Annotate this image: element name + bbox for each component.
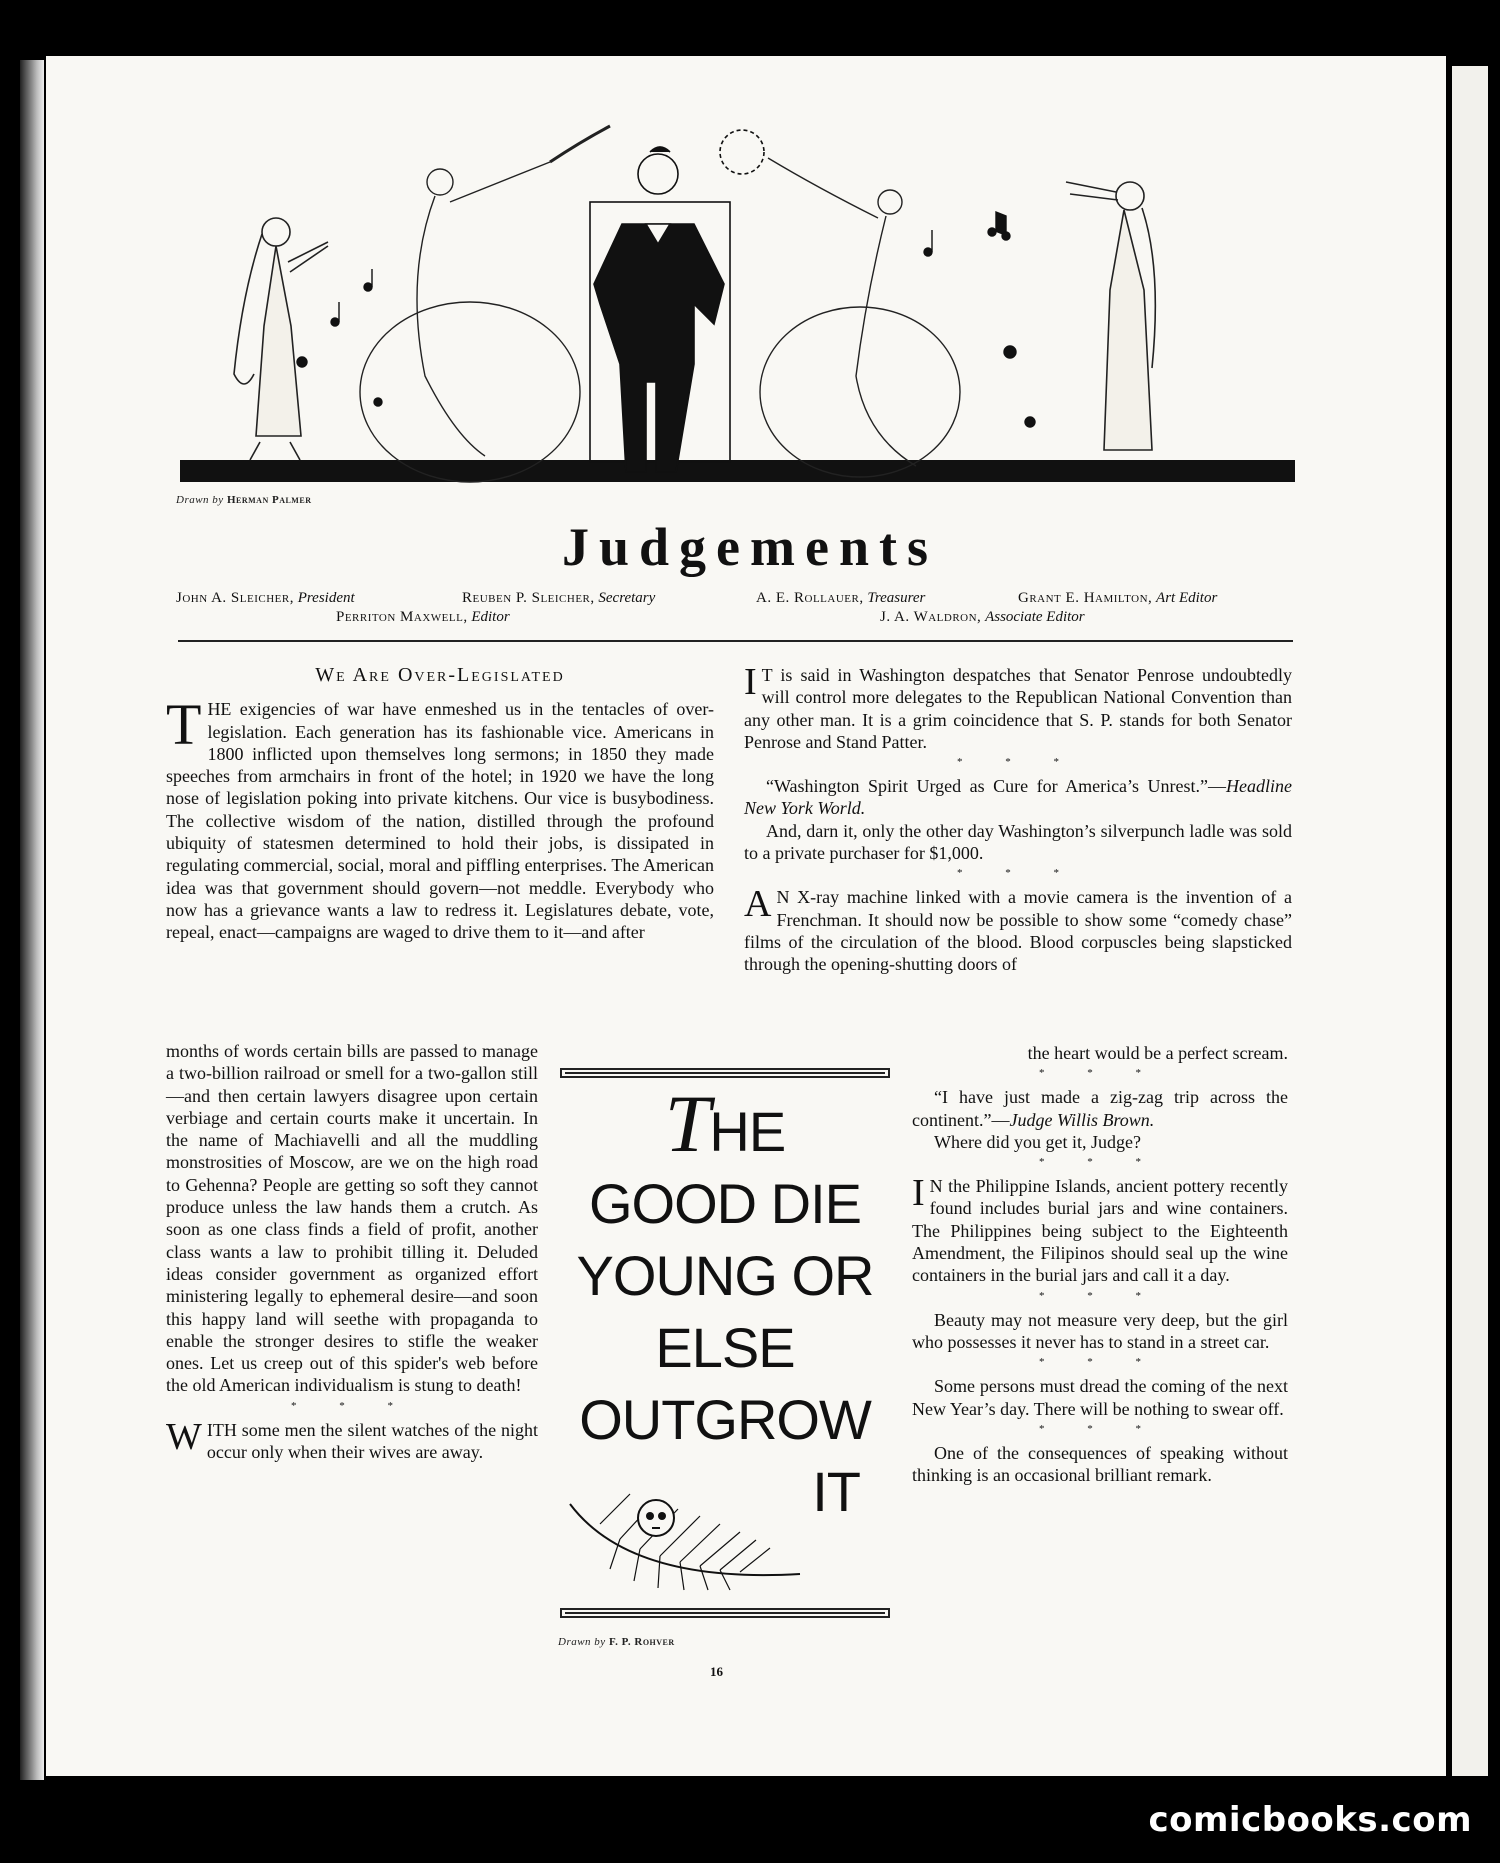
masthead-president: John A. Sleicher, President bbox=[176, 590, 355, 606]
item-new-year: Some persons must dread the coming of the next New Year’s day. There will be nothing to swear off. bbox=[912, 1376, 1288, 1419]
article-left-continued: months of words certain bills are passed to manage a two-billion railroad or smell for a two-gallon still—and then certain lawyers disagree upon certain verbiage and certain courts make it uncertain. In the name of Machiavelli and all the muddling monstrosities of Moscow, are we on the high road to Gehenna? People are getting so soft they cannot produce unless the law hands them a crutch. As soon as one class finds a field of profit, another class wants a law to prohibit tilling it. Deluded ideas consider government as organized effort ministering legally to ephemeral desire—and soon this happy land will seethe with propaganda to enable the stronger desires to stifle the weaker ones. Let us creep out of this spider's web before the old American individualism is stung to death! * * * WITH some men the silent watches of the night occur only when their wives are away. bbox=[166, 1041, 538, 1463]
box-credit: Drawn by F. P. Rohver bbox=[558, 1636, 675, 1648]
item-wives: WITH some men the silent watches of the night occur only when their wives are away. bbox=[166, 1415, 538, 1463]
figure-flute-player-left bbox=[234, 218, 328, 460]
center-cartoon-box bbox=[560, 1068, 890, 1624]
item-xray: A N X-ray machine linked with a movie camera is the invention of a Frenchman. It should now be possible to show some “comedy chase” films of the circulation of the blood. Blood corpuscles being slapsticked through the opening-shutting doors of bbox=[744, 883, 1292, 975]
masthead-treasurer: A. E. Rollauer, Treasurer bbox=[756, 590, 926, 606]
box-bottom-rule bbox=[560, 1608, 890, 1618]
item-philippines: I N the Philippine Islands, ancient pottery recently found includes burial jars and wine containers. The Philippines being subject to the Eighteenth Amendment, the Filipinos should seal up the wine containers in the burial jars and call it a day. bbox=[912, 1172, 1288, 1286]
article-left-top bbox=[166, 664, 714, 944]
article-paragraph: THE exigencies of war have enmeshed us in the tentacles of over-legislation. Each generation has its fashionable vice. Americans in 1800 inflicted upon themselves long sermons; in 1850 they made speeches from armchairs in front of the hotel; in 1920 we have the long nose of legislation poking into private kitchens. Our vice is busybodiness. The collective wisdom of the nation, distilled through the profound ubiquity of statesmen determined to hold their jobs, is dissipated in regulating commercial, social, moral and piffling enterprises. The American idea was that government should govern—not meddle. Everybody who now has a grievance wants a law to redress it. Legislatures debate, vote, repeal, enact—campaigns are waged to drive them to it—and after bbox=[166, 692, 714, 943]
column-right-continued: the heart would be a perfect scream. * * * “I have just made a zig-zag trip across the continent.”—Judge Willis Brown. Where did you get it, Judge? * * * I N the Philippine Islands, ancient pottery recently found includes burial jars and wine containers. The Philippines being subject to the Eighteenth Amendment, the Filipinos should seal up the wine containers in the burial jars and call it a day. * * * Beauty may not measure very deep, but the girl who possesses it never has to stand in a street car. * * * Some persons must dread the coming of the next New Year’s day. There will be nothing to swear off. * * * One of the consequences of speaking without thinking is an occasional brilliant remark. bbox=[912, 1043, 1288, 1486]
item-penrose: I T is said in Washington despatches that Senator Penrose undoubtedly will control more delegates to the Republican National Convention than any other man. It is a grim coincidence that S. P. stands for both Senator Penrose and Stand Patter. bbox=[744, 661, 1292, 752]
masthead-art-editor: Grant E. Hamilton, Art Editor bbox=[1018, 590, 1218, 606]
column-right-top: I T is said in Washington despatches that Senator Penrose undoubtedly will control more delegates to the Republican National Convention than any other man. It is a grim coincidence that S. P. stands for both Senator Penrose and Stand Patter. * * * “Washington Spirit Urged as Cure for America’s Unrest.”—Headline New York World. And, darn it, only the other day Washington’s silverpunch ladle was sold to a private purchaser for $1,000. * * * A N X-ray machine linked with a movie camera is the invention of a Frenchman. It should now be possible to show some “comedy chase” films of the circulation of the blood. Blood corpuscles being slapsticked through the opening-shutting doors of bbox=[744, 661, 1292, 975]
header-illustration bbox=[130, 112, 1300, 492]
item-brilliant-remark: One of the consequences of speaking without thinking is an occasional brilliant remark. bbox=[912, 1442, 1288, 1486]
page-number: 16 bbox=[710, 1664, 723, 1679]
figure-dancer-hoop-right bbox=[760, 158, 960, 477]
article-heading: We Are Over-Legislated bbox=[315, 664, 565, 686]
item-zigzag: “I have just made a zig-zag trip across the continent.”—Judge Willis Brown. bbox=[912, 1087, 1288, 1130]
binding-shadow bbox=[20, 60, 44, 1780]
skull-feather-drawing bbox=[560, 1484, 810, 1594]
item-washington-quote: “Washington Spirit Urged as Cure for America’s Unrest.”—Headline New York World. bbox=[744, 776, 1292, 819]
masthead-secretary: Reuben P. Sleicher, Secretary bbox=[462, 590, 656, 606]
figure-seated-man bbox=[590, 130, 764, 472]
page-title: Judgements bbox=[561, 517, 938, 577]
masthead-editor: Perriton Maxwell, Editor bbox=[336, 609, 510, 625]
box-top-rule bbox=[560, 1068, 890, 1078]
header-rule bbox=[178, 640, 1293, 642]
figure-dancer-hoop-left bbox=[360, 126, 610, 482]
illustration-credit: Drawn by Herman Palmer bbox=[176, 494, 312, 506]
box-lettering: THE GOOD DIE YOUNG OR ELSE OUTGROW IT bbox=[576, 1078, 874, 1523]
next-page-edge bbox=[1452, 66, 1488, 1776]
item-beauty: Beauty may not measure very deep, but the girl who possesses it never has to stand in a street car. bbox=[912, 1309, 1288, 1352]
masthead-associate-editor: J. A. Waldron, Associate Editor bbox=[880, 609, 1085, 625]
figure-flute-player-right bbox=[1066, 182, 1155, 450]
watermark: comicbooks.com bbox=[1148, 1800, 1472, 1840]
